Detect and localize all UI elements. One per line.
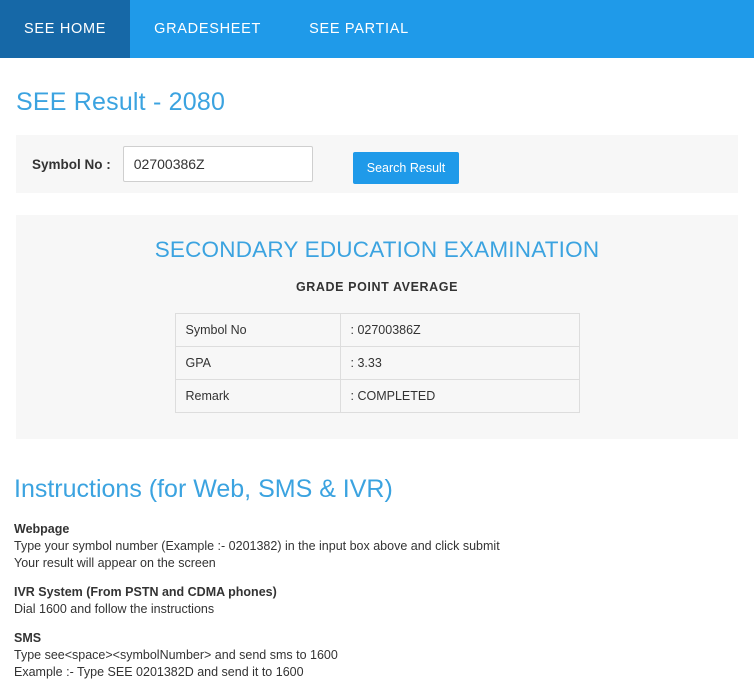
result-subheading: GRADE POINT AVERAGE [16, 280, 738, 294]
result-heading: SECONDARY EDUCATION EXAMINATION [16, 237, 738, 263]
instruction-group-heading: SMS [14, 631, 754, 645]
nav-item-label: GRADESHEET [154, 21, 261, 37]
table-row [175, 314, 579, 347]
instruction-group-sms [14, 631, 754, 680]
result-value: : COMPLETED [340, 380, 579, 413]
result-key: Remark [175, 380, 340, 413]
symbol-no-input[interactable] [123, 146, 313, 182]
nav-item-see-home[interactable] [0, 0, 130, 58]
symbol-no-label: Symbol No : [32, 157, 111, 172]
result-table [175, 313, 580, 413]
search-panel [16, 135, 738, 193]
instruction-line: Type see<space><symbolNumber> and send sms to 1600 [14, 647, 754, 664]
search-result-button[interactable]: Search Result [353, 152, 460, 184]
page-title: SEE Result - 2080 [16, 88, 754, 117]
nav-item-gradesheet[interactable] [130, 0, 285, 58]
nav-item-see-partial[interactable] [285, 0, 433, 58]
instruction-line: Example :- Type SEE 0201382D and send it to 1600 [14, 664, 754, 680]
instruction-line: Your result will appear on the screen [14, 555, 754, 572]
nav-item-label: SEE PARTIAL [309, 21, 409, 37]
result-key: Symbol No [175, 314, 340, 347]
nav-item-label: SEE HOME [24, 21, 106, 37]
table-row [175, 347, 579, 380]
instruction-group-heading: IVR System (From PSTN and CDMA phones) [14, 585, 754, 599]
main-navbar [0, 0, 754, 58]
result-value: : 02700386Z [340, 314, 579, 347]
result-key: GPA [175, 347, 340, 380]
instruction-line: Dial 1600 and follow the instructions [14, 601, 754, 618]
instruction-group-heading: Webpage [14, 522, 754, 536]
instruction-group-ivr [14, 585, 754, 618]
instruction-group-webpage [14, 522, 754, 572]
instruction-line: Type your symbol number (Example :- 0201382) in the input box above and click submit [14, 538, 754, 555]
result-panel [16, 215, 738, 439]
table-row [175, 380, 579, 413]
instructions-block [14, 522, 754, 680]
instructions-title: Instructions (for Web, SMS & IVR) [14, 475, 754, 504]
result-value: : 3.33 [340, 347, 579, 380]
